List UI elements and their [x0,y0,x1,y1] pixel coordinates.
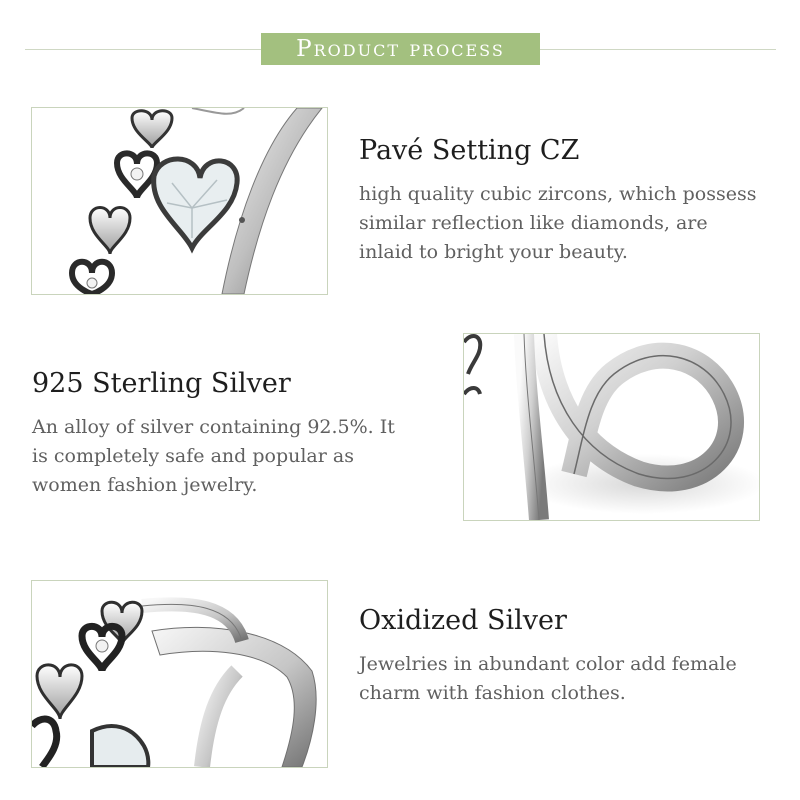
description-line: Jewelries in abundant color add female [359,653,737,675]
description-line: is completely safe and popular as [32,445,354,467]
header-banner [261,33,540,65]
ring-detail-photo-pave [31,107,328,295]
feature-description-pave [359,180,779,267]
feature-description-oxidized [359,650,779,708]
feature-title-sterling: 925 Sterling Silver [32,368,291,399]
description-line: high quality cubic zircons, which possess [359,183,757,205]
feature-title-oxidized: Oxidized Silver [359,605,567,636]
feature-title-pave: Pavé Setting CZ [359,135,580,166]
description-line: women fashion jewelry. [32,474,258,496]
feature-description-sterling [32,413,432,500]
header-line-right [540,49,776,50]
ring-detail-photo-band [463,333,760,521]
description-line: similar reflection like diamonds, are [359,212,708,234]
description-line: charm with fashion clothes. [359,682,626,704]
ring-detail-photo-oxidized [31,580,328,768]
description-line: inlaid to bright your beauty. [359,241,628,263]
header-title: Product process [296,36,505,62]
description-line: An alloy of silver containing 92.5%. It [32,416,395,438]
header-line-left [25,49,261,50]
